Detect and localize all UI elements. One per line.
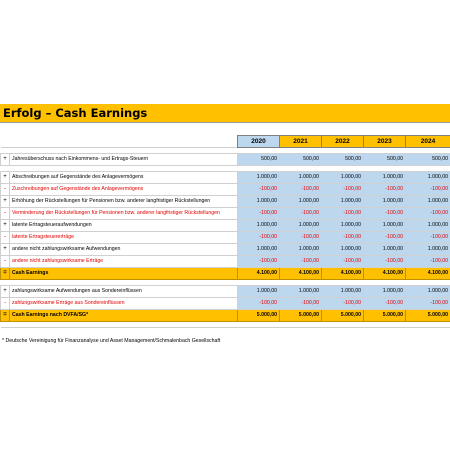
table-row	[1, 286, 450, 298]
value-cell[interactable]: -100,00	[322, 232, 364, 244]
table-row	[1, 298, 450, 310]
value-cell[interactable]: -100,00	[364, 232, 406, 244]
separator-cell	[280, 322, 322, 328]
table-row	[1, 208, 450, 220]
value-cell[interactable]: 4.100,00	[280, 268, 322, 280]
value-cell[interactable]: 1.000,00	[280, 220, 322, 232]
subtotal-row	[1, 268, 450, 280]
spreadsheet	[0, 104, 450, 344]
row-label: Zuschreibungen auf Gegenstände des Anlagevermögens	[10, 184, 238, 196]
value-cell[interactable]: 1.000,00	[280, 244, 322, 256]
value-cell[interactable]: 1.000,00	[322, 196, 364, 208]
value-cell[interactable]: 1.000,00	[280, 172, 322, 184]
row-sign: -	[1, 232, 10, 244]
value-cell[interactable]: 1.000,00	[238, 172, 280, 184]
value-cell[interactable]: 1.000,00	[238, 244, 280, 256]
footnote: * Deutsche Vereinigung für Finanzanalyse und Asset Management/Schmalenbach Gesellschaft	[2, 338, 221, 344]
value-cell[interactable]: 500,00	[322, 154, 364, 166]
row-label: Abschreibungen auf Gegenstände des Anlagevermögens	[10, 172, 238, 184]
value-cell[interactable]: 4.100,00	[364, 268, 406, 280]
value-cell[interactable]: 1.000,00	[238, 220, 280, 232]
value-cell[interactable]: 1.000,00	[238, 286, 280, 298]
value-cell[interactable]: -100,00	[406, 298, 450, 310]
value-cell[interactable]: 1.000,00	[406, 244, 450, 256]
value-cell[interactable]: 1.000,00	[364, 220, 406, 232]
row-label: Verminderung der Rückstellungen für Pensionen bzw. anderer langfristiger Rückstellungen	[10, 208, 238, 220]
value-cell[interactable]: -100,00	[406, 184, 450, 196]
row-label: Cash Earnings	[10, 268, 238, 280]
header-spacer-label	[10, 136, 238, 148]
table-row	[1, 232, 450, 244]
table-body	[1, 136, 450, 328]
title-gap	[0, 123, 450, 135]
value-cell[interactable]: -100,00	[280, 232, 322, 244]
value-cell[interactable]: 1.000,00	[322, 172, 364, 184]
header-spacer-sign	[1, 136, 10, 148]
table-row	[1, 244, 450, 256]
separator-cell	[10, 322, 238, 328]
separator-row	[1, 322, 450, 328]
value-cell[interactable]: -100,00	[322, 298, 364, 310]
value-cell[interactable]: 1.000,00	[280, 196, 322, 208]
value-cell[interactable]: -100,00	[280, 208, 322, 220]
value-cell[interactable]: -100,00	[322, 208, 364, 220]
value-cell[interactable]: 500,00	[364, 154, 406, 166]
separator-cell	[238, 322, 280, 328]
value-cell[interactable]: 4.100,00	[406, 268, 450, 280]
table-row	[1, 196, 450, 208]
separator-cell	[322, 322, 364, 328]
row-label: andere nicht zahlungswirksame Erträge	[10, 256, 238, 268]
row-label: latente Ertragsteueraufwendungen	[10, 220, 238, 232]
value-cell[interactable]: -100,00	[322, 184, 364, 196]
value-cell[interactable]: -100,00	[406, 256, 450, 268]
value-cell[interactable]: 4.100,00	[322, 268, 364, 280]
row-label: Erhöhung der Rückstellungen für Pensionen bzw. anderer langfristiger Rückstellungen	[10, 196, 238, 208]
value-cell[interactable]: 1.000,00	[364, 172, 406, 184]
separator-cell	[406, 322, 450, 328]
value-cell[interactable]: -100,00	[364, 184, 406, 196]
row-sign: +	[1, 286, 10, 298]
value-cell[interactable]: 5.000,00	[322, 310, 364, 322]
row-sign: +	[1, 172, 10, 184]
value-cell[interactable]: -100,00	[238, 232, 280, 244]
value-cell[interactable]: 500,00	[280, 154, 322, 166]
value-cell[interactable]: 5.000,00	[364, 310, 406, 322]
year-header: 2021	[280, 136, 322, 148]
value-cell[interactable]: -100,00	[238, 298, 280, 310]
value-cell[interactable]: 1.000,00	[322, 286, 364, 298]
sheet-title: Erfolg – Cash Earnings	[0, 104, 450, 123]
value-cell[interactable]: 4.100,00	[238, 268, 280, 280]
value-cell[interactable]: 1.000,00	[238, 196, 280, 208]
value-cell[interactable]: -100,00	[406, 232, 450, 244]
value-cell[interactable]: -100,00	[238, 184, 280, 196]
row-sign: -	[1, 256, 10, 268]
row-sign: +	[1, 244, 10, 256]
value-cell[interactable]: 1.000,00	[364, 196, 406, 208]
value-cell[interactable]: -100,00	[364, 298, 406, 310]
value-cell[interactable]: 1.000,00	[322, 244, 364, 256]
year-header: 2020	[238, 136, 280, 148]
table-row	[1, 154, 450, 166]
value-cell[interactable]: -100,00	[322, 256, 364, 268]
value-cell[interactable]: 1.000,00	[364, 244, 406, 256]
row-label: Cash Earnings nach DVFA/SG*	[10, 310, 238, 322]
table-row	[1, 184, 450, 196]
value-cell[interactable]: 500,00	[238, 154, 280, 166]
row-label: andere nicht zahlungswirksame Aufwendungen	[10, 244, 238, 256]
year-header: 2024	[406, 136, 450, 148]
value-cell[interactable]: 1.000,00	[406, 196, 450, 208]
year-header: 2023	[364, 136, 406, 148]
value-cell[interactable]: 5.000,00	[406, 310, 450, 322]
value-cell[interactable]: -100,00	[238, 256, 280, 268]
value-cell[interactable]: -100,00	[280, 184, 322, 196]
separator-cell	[1, 322, 10, 328]
value-cell[interactable]: 500,00	[406, 154, 450, 166]
separator-cell	[364, 322, 406, 328]
year-header: 2022	[322, 136, 364, 148]
row-sign: =	[1, 310, 10, 322]
value-cell[interactable]: 1.000,00	[406, 172, 450, 184]
row-label: latente Ertragsteuererträge	[10, 232, 238, 244]
value-cell[interactable]: 5.000,00	[238, 310, 280, 322]
row-sign: -	[1, 298, 10, 310]
value-cell[interactable]: 5.000,00	[280, 310, 322, 322]
table-row	[1, 256, 450, 268]
year-header-row	[1, 136, 450, 148]
value-cell[interactable]: -100,00	[364, 256, 406, 268]
row-label: zahlungswirksame Aufwendungen aus Sondereinflüssen	[10, 286, 238, 298]
value-cell[interactable]: -100,00	[364, 208, 406, 220]
row-sign: =	[1, 268, 10, 280]
cash-earnings-table	[0, 135, 450, 328]
table-row	[1, 172, 450, 184]
row-label: zahlungswirksame Erträge aus Sondereinflüssen	[10, 298, 238, 310]
value-cell[interactable]: 1.000,00	[364, 286, 406, 298]
value-cell[interactable]: 1.000,00	[280, 286, 322, 298]
row-label: Jahresüberschuss nach Einkommens- und Ertrags-Steuern	[10, 154, 238, 166]
row-sign: +	[1, 154, 10, 166]
row-sign: +	[1, 220, 10, 232]
value-cell[interactable]: 1.000,00	[406, 220, 450, 232]
value-cell[interactable]: 1.000,00	[322, 220, 364, 232]
value-cell[interactable]: -100,00	[238, 208, 280, 220]
row-sign: -	[1, 184, 10, 196]
value-cell[interactable]: 1.000,00	[406, 286, 450, 298]
value-cell[interactable]: -100,00	[406, 208, 450, 220]
subtotal-row	[1, 310, 450, 322]
row-sign: -	[1, 208, 10, 220]
value-cell[interactable]: -100,00	[280, 256, 322, 268]
table-row	[1, 220, 450, 232]
row-sign: +	[1, 196, 10, 208]
value-cell[interactable]: -100,00	[280, 298, 322, 310]
